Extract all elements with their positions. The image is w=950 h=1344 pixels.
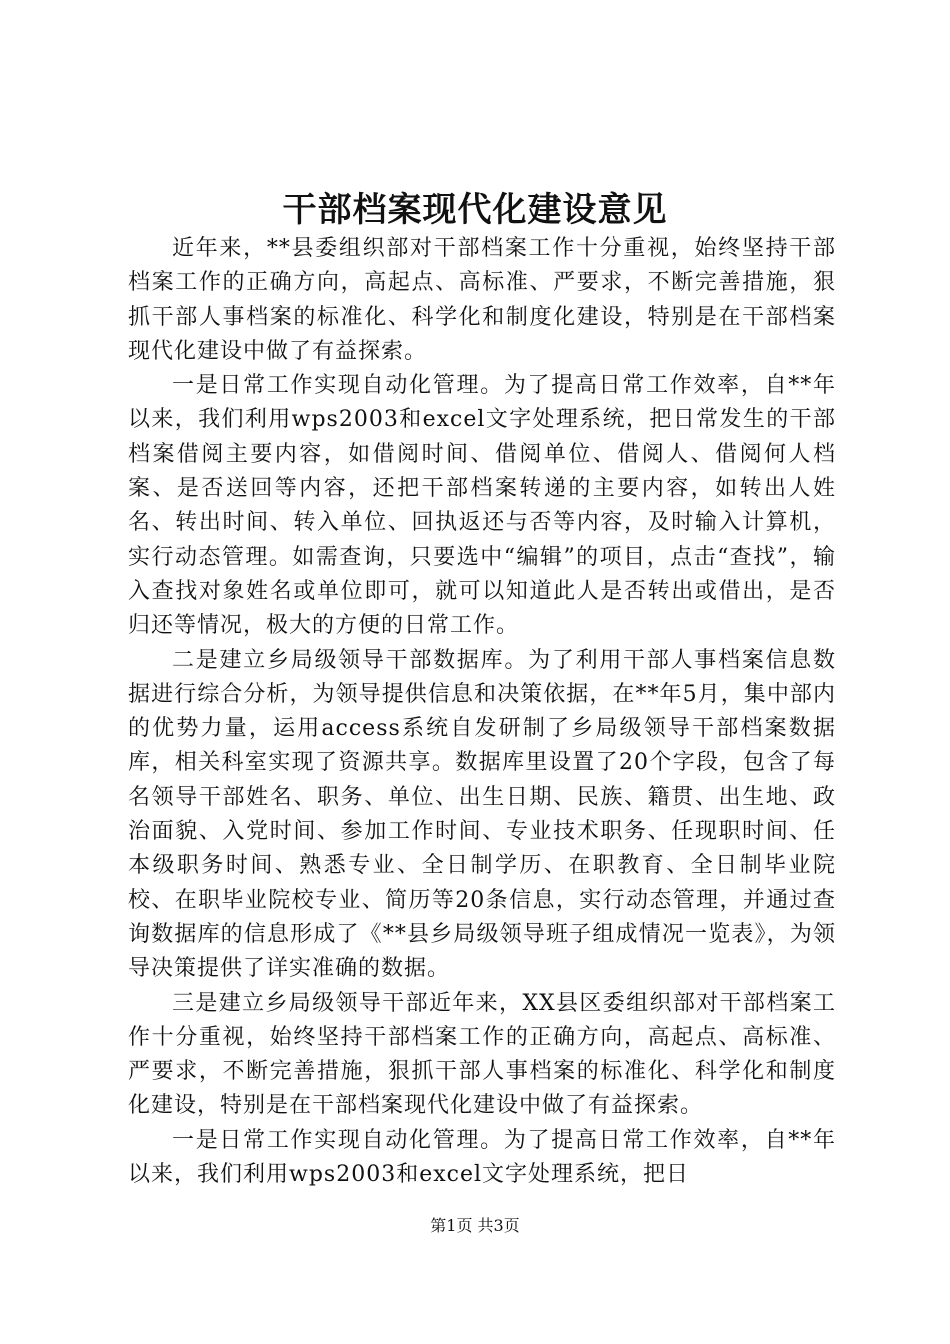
paragraph-intro: 近年来，**县委组织部对干部档案工作十分重视，始终坚持干部档案工作的正确方向，高起点、高标准、严要求，不断完善措施，狠抓干部人事档案的标准化、科学化和制度化建设，特别是在干部档案现代化建设中做了有益探索。 [128, 236, 836, 364]
paragraph-repeat-automation: 一是日常工作实现自动化管理。为了提高日常工作效率，自**年以来，我们利用wps2003和excel文字处理系统，把日 [128, 1127, 836, 1188]
document-body [128, 232, 836, 1192]
paragraph-automation: 一是日常工作实现自动化管理。为了提高日常工作效率，自**年以来，我们利用wps2003和excel文字处理系统，把日常发生的干部档案借阅主要内容，如借阅时间、借阅单位、借阅人、借阅何人档案、是否送回等内容，还把干部档案转递的主要内容，如转出人姓名、转出时间、转入单位、回执返还与否等内容，及时输入计算机，实行动态管理。如需查询，只要选中“编辑”的项目，点击“查找”，输入查找对象姓名或单位即可，就可以知道此人是否转出或借出，是否归还等情况，极大的方便的日常工作。 [128, 373, 836, 639]
paragraph-database: 二是建立乡局级领导干部数据库。为了利用干部人事档案信息数据进行综合分析，为领导提供信息和决策依据，在**年5月，集中部内的优势力量，运用access系统自发研制了乡局级领导干部档案数据库，相关科室实现了资源共享。数据库里设置了20个字段，包含了每名领导干部姓名、职务、单位、出生日期、民族、籍贯、出生地、政治面貌、入党时间、参加工作时间、专业技术职务、任现职时间、任本级职务时间、熟悉专业、全日制学历、在职教育、全日制毕业院校、在职毕业院校专业、简历等20条信息，实行动态管理，并通过查询数据库的信息形成了《**县乡局级领导班子组成情况一览表》，为领导决策提供了详实准确的数据。 [128, 647, 836, 982]
page-number-footer: 第1页 共3页 [430, 1216, 520, 1235]
page-title: 干部档案现代化建设意见 [282, 190, 668, 230]
paragraph-repeat-intro: 三是建立乡局级领导干部近年来，XX县区委组织部对干部档案工作十分重视，始终坚持干部档案工作的正确方向，高起点、高标准、严要求，不断完善措施，狠抓干部人事档案的标准化、科学化和制度化建设，特别是在干部档案现代化建设中做了有益探索。 [128, 990, 836, 1119]
